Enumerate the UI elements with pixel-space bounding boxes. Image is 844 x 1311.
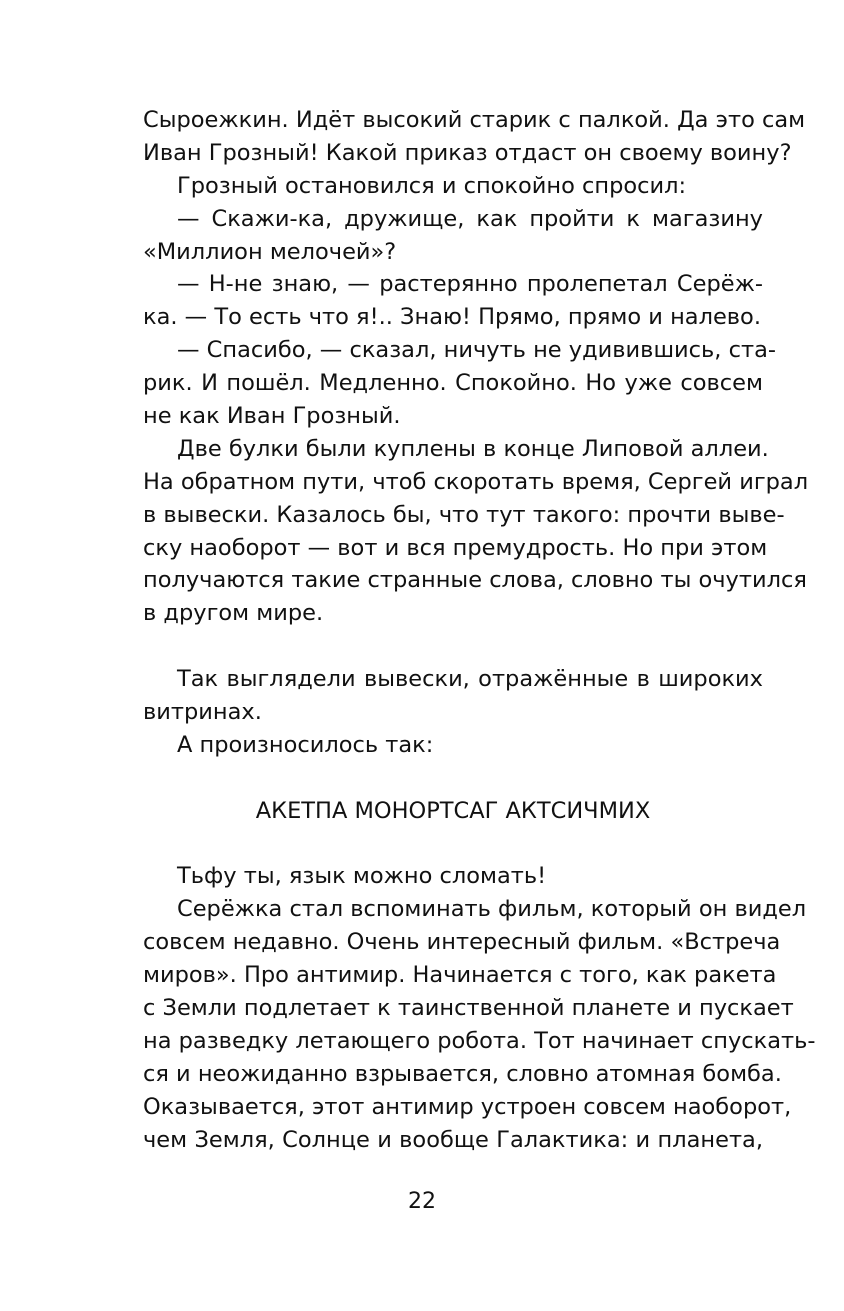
text-line: ску наоборот — вот и вся премудрость. Но при этом (143, 534, 768, 561)
text-line: — Спасибо, — сказал, ничуть не удивившись, ста- (177, 337, 776, 364)
reversed-signs-line: АКЕТПА МОНОРТСАГ АКТСИЧМИХ (255, 797, 651, 824)
text-line: витринах. (143, 699, 262, 726)
text-line: ка. — То есть что я!.. Знаю! Прямо, прямо и налево. (143, 304, 761, 331)
text-line: с Земли подлетает к таинственной планете и пускает (143, 995, 794, 1022)
text-line: рик. И пошёл. Медленно. Спокойно. Но уже совсем (143, 370, 763, 397)
blank-line (143, 828, 763, 861)
blank-line (143, 630, 763, 663)
text-line: Грозный остановился и спокойно спросил: (177, 172, 687, 199)
text-line: Две булки были куплены в конце Липовой аллеи. (177, 435, 769, 462)
text-line: в другом мире. (143, 600, 324, 627)
text-line: миров». Про антимир. Начинается с того, как ракета (143, 962, 777, 989)
text-line: Так выглядели вывески, отражённые в широких (177, 666, 763, 693)
text-line: совсем недавно. Очень интересный фильм. «Встреча (143, 929, 781, 956)
text-line: Оказывается, этот антимир устроен совсем наоборот, (143, 1093, 792, 1120)
page-text (143, 104, 816, 1157)
text-line: чем Земля, Солнце и вообще Галактика: и планета, (143, 1126, 763, 1153)
text-line: Иван Грозный! Какой приказ отдаст он своему воину? (143, 139, 792, 166)
text-line: — Скажи-ка, дружище, как пройти к магазину (177, 205, 763, 232)
text-line: получаются такие странные слова, словно ты очутился (143, 567, 807, 594)
text-line: — Н-не знаю, — растерянно пролепетал Серёж- (177, 271, 763, 298)
text-line: ся и неожиданно взрывается, словно атомная бомба. (143, 1060, 782, 1087)
page-number: 22 (408, 1189, 436, 1214)
text-line: «Миллион мелочей»? (143, 238, 397, 265)
text-line: не как Иван Грозный. (143, 403, 401, 430)
text-line: на разведку летающего робота. Тот начинает спускать- (143, 1027, 816, 1054)
text-line: Серёжка стал вспоминать фильм, который он видел (177, 896, 807, 923)
text-line: Сыроежкин. Идёт высокий старик с палкой. Да это сам (143, 107, 806, 133)
blank-line (143, 762, 763, 795)
text-line: А произносилось так: (177, 731, 434, 758)
text-line: На обратном пути, чтоб скоротать время, Сергей играл (143, 468, 809, 495)
text-line: в вывески. Казалось бы, что тут такого: прочти выве- (143, 501, 785, 528)
text-line: Тьфу ты, язык можно сломать! (177, 863, 547, 890)
